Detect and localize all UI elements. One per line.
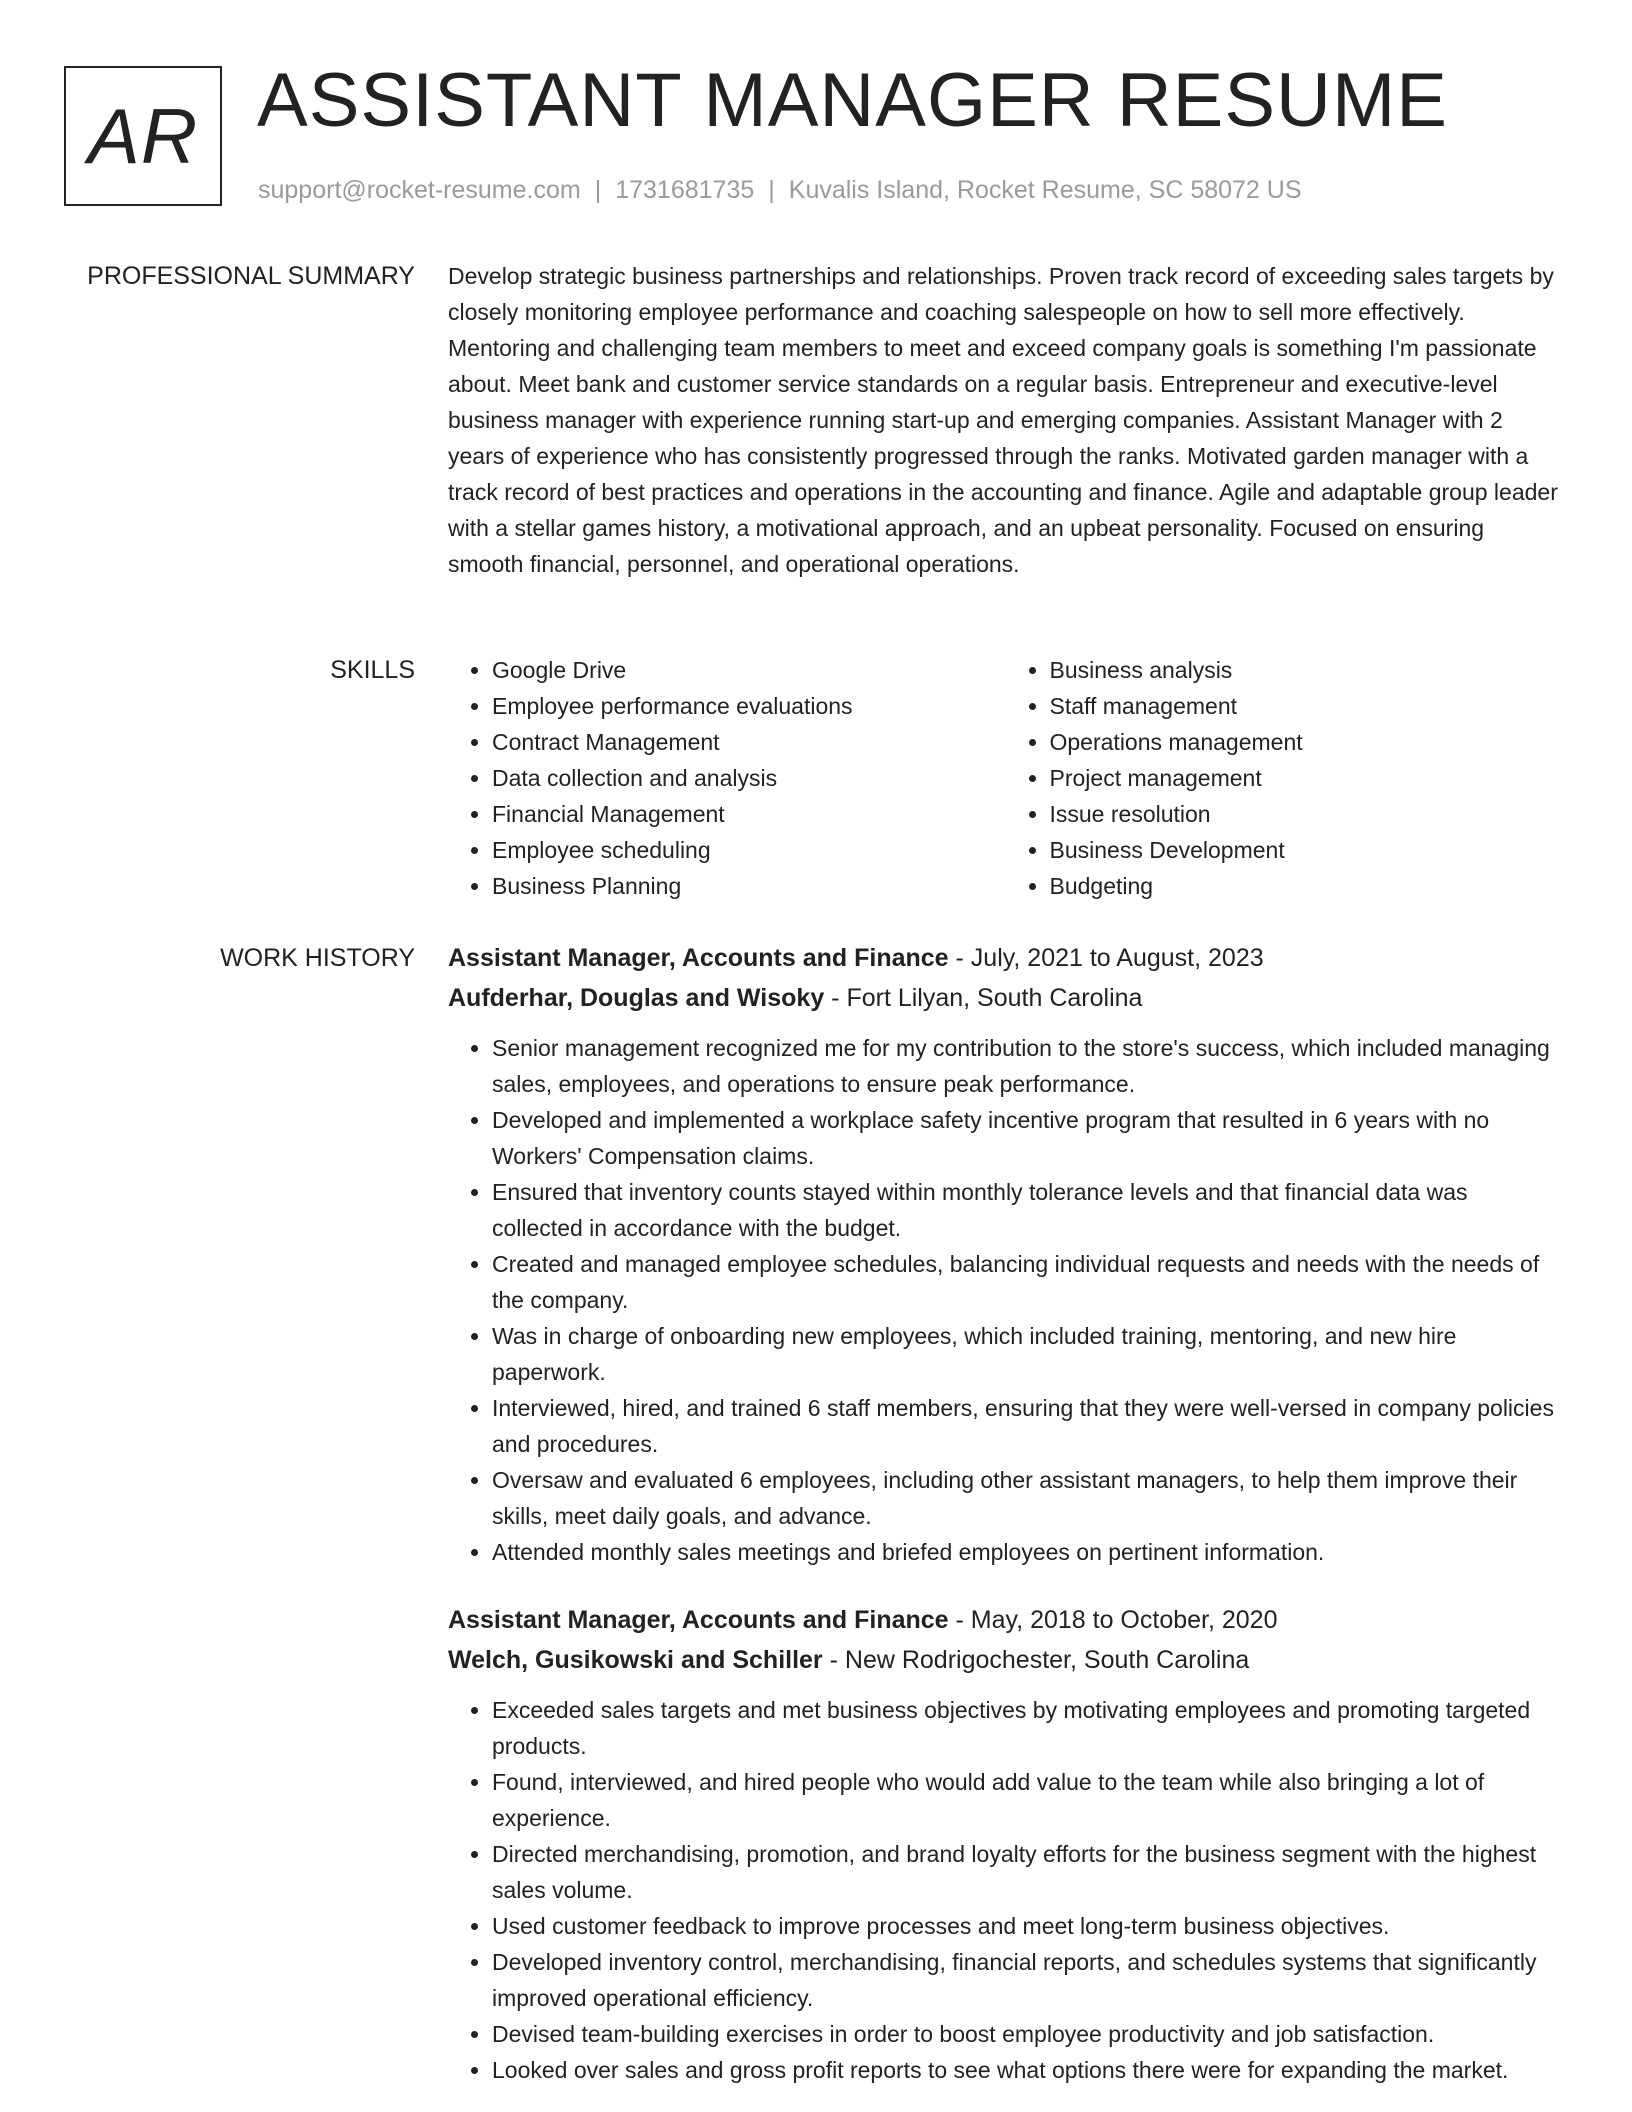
job-bullet: • Ensured that inventory counts stayed within monthly tolerance levels and that financial data was collected in accordance with the budget.	[492, 1174, 1563, 1246]
job-bullet: • Exceeded sales targets and met business objectives by motivating employees and promoting targeted products.	[492, 1692, 1563, 1764]
skill-item: • Data collection and analysis	[492, 760, 1006, 796]
job-bullet: • Oversaw and evaluated 6 employees, including other assistant managers, to help them improve their skills, meet daily goals, and advance.	[492, 1462, 1563, 1534]
job-dates: - May, 2018 to October, 2020	[948, 1606, 1278, 1634]
section-label-skills: SKILLS	[330, 656, 415, 684]
skill-item: • Operations management	[1050, 724, 1564, 760]
job-bullet: • Found, interviewed, and hired people who would add value to the team while also bringing a lot of experience.	[492, 1764, 1563, 1836]
job-dates: - July, 2021 to August, 2023	[948, 944, 1264, 972]
skill-item: • Employee scheduling	[492, 832, 1006, 868]
resume-title: ASSISTANT MANAGER RESUME	[257, 58, 1448, 143]
job-bullet: • Senior management recognized me for my contribution to the store's success, which included managing sales, employees, and operations to ensure peak performance.	[492, 1030, 1563, 1102]
contact-address: Kuvalis Island, Rocket Resume, SC 58072 US	[788, 176, 1302, 204]
skill-item: • Financial Management	[492, 796, 1006, 832]
section-label-summary: PROFESSIONAL SUMMARY	[87, 262, 415, 290]
job-bullet: • Developed inventory control, merchandising, financial reports, and schedules systems that significantly improved operational efficiency.	[492, 1944, 1563, 2016]
skill-item: • Business analysis	[1050, 652, 1564, 688]
skill-item: • Budgeting	[1050, 868, 1564, 904]
job-company: Aufderhar, Douglas and Wisoky	[448, 984, 825, 1012]
skill-item: • Google Drive	[492, 652, 1006, 688]
job-bullet: • Looked over sales and gross profit reports to see what options there were for expanding the market.	[492, 2052, 1563, 2088]
job-title-line	[448, 1600, 1563, 1640]
job-bullet-list	[448, 1030, 1563, 1570]
skill-item: • Contract Management	[492, 724, 1006, 760]
job-company-line	[448, 978, 1563, 1018]
section-label-work-history: WORK HISTORY	[220, 944, 415, 972]
summary-text: Develop strategic business partnerships and relationships. Proven track record of exceeding sales targets by closely monitoring employee performance and coaching salespeople on how to sell more effectively. Mentoring and challenging team members to meet and exceed company goals is something I'm passionate about. Meet bank and customer service standards on a regular basis. Entrepreneur and executive-level business manager with experience running start-up and emerging companies. Assistant Manager with 2 years of experience who has consistently progressed through the ranks. Motivated garden manager with a track record of best practices and operations in the accounting and finance. Agile and adaptable group leader with a stellar games history, a motivational approach, and an upbeat personality. Focused on ensuring smooth financial, personnel, and operational operations.	[448, 263, 1558, 577]
skill-item: • Business Planning	[492, 868, 1006, 904]
contact-separator: |	[594, 176, 602, 204]
contact-email[interactable]: support@rocket-resume.com	[258, 176, 581, 204]
job-bullet: • Devised team-building exercises in order to boost employee productivity and job satisfaction.	[492, 2016, 1563, 2052]
skill-item: • Project management	[1050, 760, 1564, 796]
job-location: - New Rodrigochester, South Carolina	[822, 1646, 1250, 1674]
contact-phone[interactable]: 1731681735	[615, 176, 755, 204]
job-title-line	[448, 938, 1563, 978]
skill-item: • Issue resolution	[1050, 796, 1564, 832]
job-bullet-list	[448, 1692, 1563, 2088]
contact-separator: |	[768, 176, 775, 204]
skills-list-left	[448, 652, 1006, 904]
job-bullet: • Attended monthly sales meetings and briefed employees on pertinent information.	[492, 1534, 1563, 1570]
job-bullet: • Created and managed employee schedules, balancing individual requests and needs with the needs of the company.	[492, 1246, 1563, 1318]
job-location: - Fort Lilyan, South Carolina	[824, 984, 1143, 1012]
skill-item: • Staff management	[1050, 688, 1564, 724]
skill-item: • Employee performance evaluations	[492, 688, 1006, 724]
contact-line	[258, 175, 1302, 205]
monogram-logo: AR	[64, 66, 222, 206]
skill-item: • Business Development	[1050, 832, 1564, 868]
job-company: Welch, Gusikowski and Schiller	[448, 1646, 823, 1674]
job-title: Assistant Manager, Accounts and Finance	[448, 1606, 949, 1634]
skills-body	[448, 652, 1563, 904]
job-bullet: • Used customer feedback to improve processes and meet long-term business objectives.	[492, 1908, 1563, 1944]
job-bullet: • Was in charge of onboarding new employees, which included training, mentoring, and new hire paperwork.	[492, 1318, 1563, 1390]
job-entry	[448, 1600, 1563, 2088]
skills-list-right	[1006, 652, 1564, 904]
job-entry	[448, 938, 1563, 1570]
job-title: Assistant Manager, Accounts and Finance	[448, 944, 949, 972]
summary-body	[448, 258, 1563, 582]
job-bullet: • Developed and implemented a workplace safety incentive program that resulted in 6 years with no Workers' Compensation claims.	[492, 1102, 1563, 1174]
job-company-line	[448, 1640, 1563, 1680]
job-bullet: • Directed merchandising, promotion, and brand loyalty efforts for the business segment with the highest sales volume.	[492, 1836, 1563, 1908]
work-history-body	[448, 938, 1563, 2088]
job-bullet: • Interviewed, hired, and trained 6 staff members, ensuring that they were well-versed in company policies and procedures.	[492, 1390, 1563, 1462]
